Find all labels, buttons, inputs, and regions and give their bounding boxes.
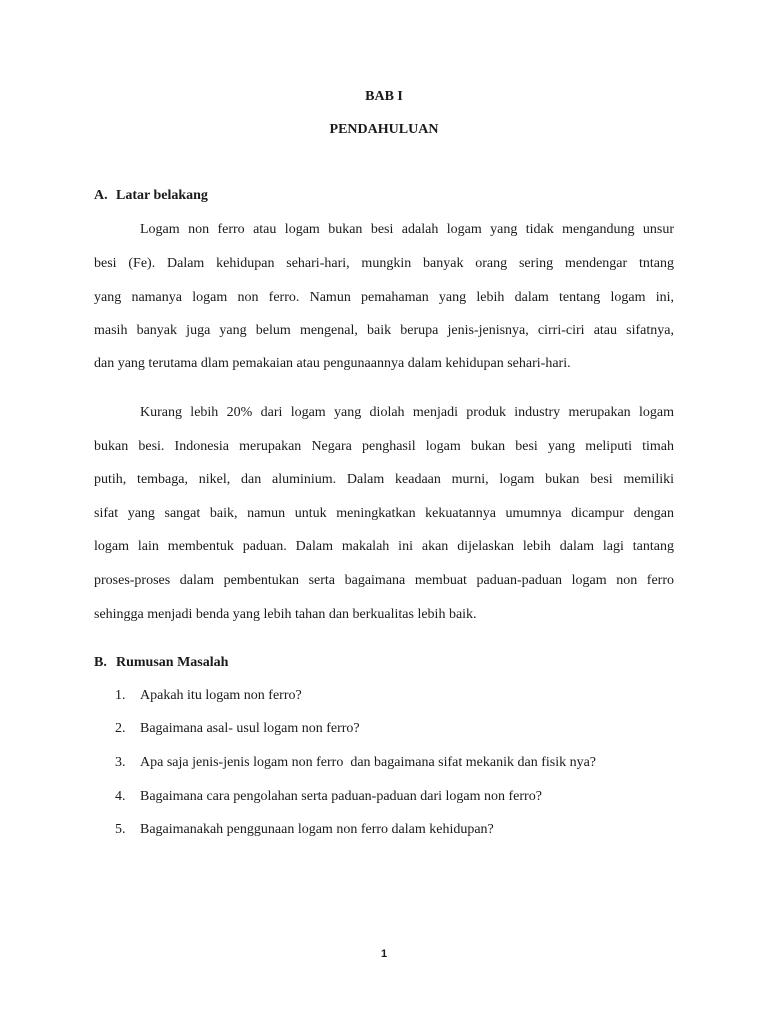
section-b-title: Rumusan Masalah	[116, 655, 229, 670]
paragraph-line: yang namanya logam non ferro. Namun pemahaman yang lebih dalam tentang logam ini,	[94, 290, 674, 305]
list-item-text: Apa saja jenis-jenis logam non ferro dan bagaimana sifat mekanik dan fisik nya?	[140, 755, 597, 770]
paragraph-line: sehingga menjadi benda yang lebih tahan dan berkualitas lebih baik.	[94, 607, 477, 622]
list-item-number: 5.	[115, 822, 126, 837]
section-a-heading	[94, 188, 208, 204]
list-item-text: Bagaimana cara pengolahan serta paduan-paduan dari logam non ferro?	[140, 789, 542, 804]
list-item-number: 1.	[115, 688, 126, 703]
list-item-text: Apakah itu logam non ferro?	[140, 688, 302, 703]
section-a-marker: A.	[94, 188, 108, 203]
section-a-title: Latar belakang	[116, 188, 208, 203]
chapter-title: PENDAHULUAN	[329, 122, 439, 137]
page-number: 1	[380, 948, 388, 960]
section-b-marker: B.	[94, 655, 107, 670]
paragraph-line: masih banyak juga yang belum mengenal, baik berupa jenis-jenisnya, cirri-ciri atau sifatnya,	[94, 323, 674, 338]
paragraph-line: putih, tembaga, nikel, dan aluminium. Dalam keadaan murni, logam bukan besi memiliki	[94, 472, 674, 487]
list-item-number: 3.	[115, 755, 126, 770]
chapter-number: BAB I	[365, 89, 403, 104]
paragraph-line: besi (Fe). Dalam kehidupan sehari-hari, mungkin banyak orang sering mendengar tntang	[94, 256, 674, 271]
list-item	[115, 789, 542, 805]
list-item	[115, 688, 302, 704]
paragraph-line: dan yang terutama dlam pemakaian atau pengunaannya dalam kehidupan sehari-hari.	[94, 356, 571, 371]
list-item-number: 4.	[115, 789, 126, 804]
list-item-text: Bagaimanakah penggunaan logam non ferro dalam kehidupan?	[140, 822, 494, 837]
list-item	[115, 755, 596, 771]
paragraph-line: logam lain membentuk paduan. Dalam makalah ini akan dijelaskan lebih dalam lagi tantang	[94, 539, 674, 554]
list-item	[115, 822, 494, 838]
list-item-text: Bagaimana asal- usul logam non ferro?	[140, 721, 360, 736]
paragraph-line: proses-proses dalam pembentukan serta bagaimana membuat paduan-paduan logam non ferro	[94, 573, 674, 588]
paragraph-line: sifat yang sangat baik, namun untuk meningkatkan kekuatannya umumnya dicampur dengan	[94, 506, 674, 521]
paragraph-line: Logam non ferro atau logam bukan besi adalah logam yang tidak mengandung unsur	[140, 222, 674, 237]
paragraph-line: bukan besi. Indonesia merupakan Negara penghasil logam bukan besi yang meliputi timah	[94, 439, 674, 454]
list-item	[115, 721, 360, 737]
list-item-number: 2.	[115, 721, 126, 736]
section-b-heading	[94, 655, 228, 671]
paragraph-line: Kurang lebih 20% dari logam yang diolah menjadi produk industry merupakan logam	[140, 405, 674, 420]
